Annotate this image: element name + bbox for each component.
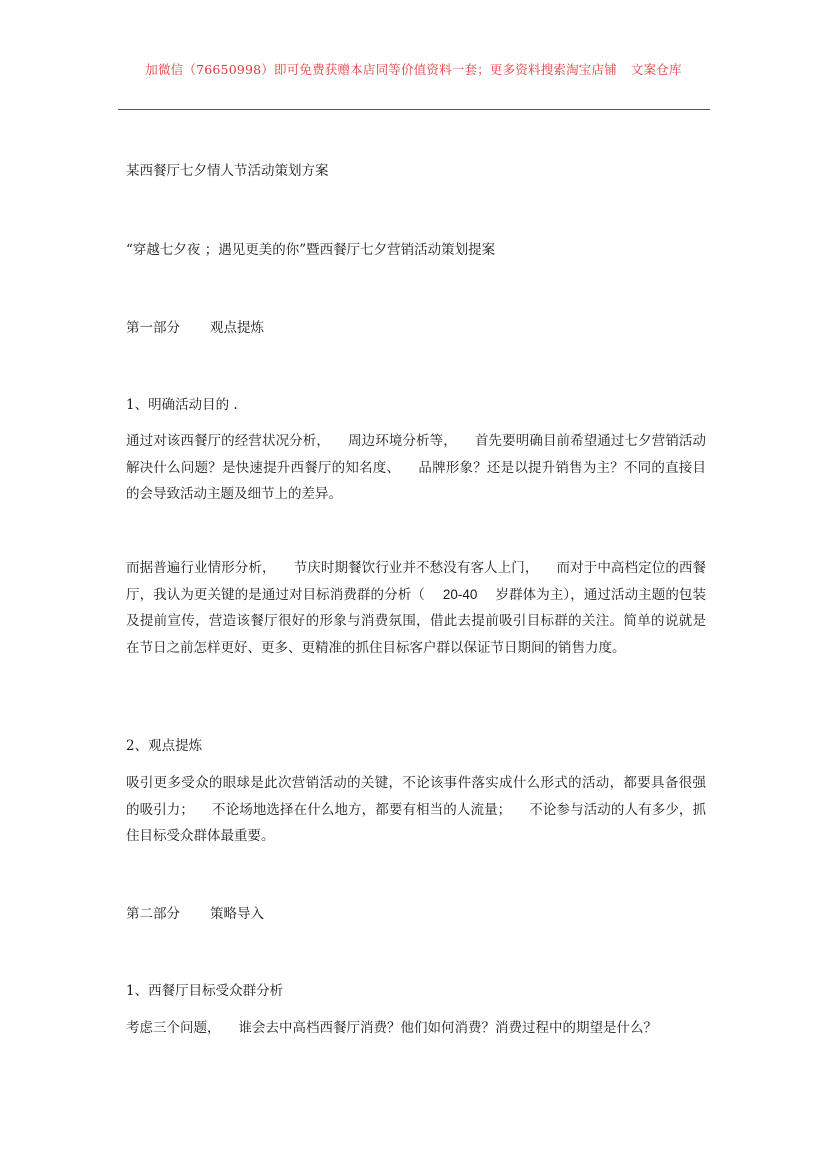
part2-label: 第二部分 bbox=[126, 906, 180, 922]
document-subtitle: “穿越七夕夜 ；遇见更美的你”暨西餐厅七夕营销活动策划提案 bbox=[126, 242, 496, 258]
para2-b: 节庆时期餐饮行业并不愁没有客人上门， bbox=[293, 560, 539, 576]
para1-d: 品牌形象？还是以提升销售为主？不同的直接目的会导致活动主题及细节上的差异。 bbox=[126, 459, 707, 502]
part2-name: 策略导入 bbox=[210, 906, 264, 922]
para1-b: 周边环境分析等， bbox=[347, 433, 457, 449]
header-divider bbox=[118, 109, 710, 110]
paragraph-1 bbox=[126, 428, 706, 508]
para4-a: 考虑三个问题， bbox=[126, 1020, 221, 1036]
promo-text: 加微信（76650998）即可免费获赠本店同等价值资料一套；更多资料搜索淘宝店铺 bbox=[145, 62, 617, 77]
para2-a: 而据普遍行业情形分析， bbox=[126, 560, 276, 576]
promo-header bbox=[0, 60, 827, 78]
paragraph-2 bbox=[126, 555, 706, 661]
para3-b: 不论场地选择在什么地方，都要有相当的人流量； bbox=[211, 801, 512, 818]
subheading-1-2: 2、观点提炼 bbox=[126, 738, 203, 754]
document-title: 某西餐厅七夕情人节活动策划方案 bbox=[126, 163, 329, 179]
paragraph-4 bbox=[126, 1016, 706, 1040]
section-heading-part2 bbox=[126, 902, 706, 926]
section-heading-part1 bbox=[126, 316, 706, 340]
para2-d: 20-40 bbox=[442, 586, 478, 602]
part1-label: 第一部分 bbox=[126, 320, 180, 336]
para1-c: 首先要明确目前希望通过七夕营销活动解决什么问题？是快速提升西餐厅的知名度、 bbox=[126, 433, 707, 476]
para3-a: 吸引更多受众的眼球是此次营销活动的关键，不论该事件落实成什么形式的活动，都要具备很强的吸引力； bbox=[126, 775, 706, 818]
paragraph-3 bbox=[126, 770, 706, 850]
subheading-1-1: 1、明确活动目的 . bbox=[126, 397, 238, 413]
para3-c: 不论参与活动的人有多少，抓住目标受众群体最重要。 bbox=[126, 801, 707, 844]
subheading-2-1: 1、西餐厅目标受众群分析 bbox=[126, 983, 284, 999]
para4-b: 谁会去中高档西餐厅消费？他们如何消费？消费过程中的期望是什么？ bbox=[238, 1020, 657, 1036]
para2-e: 岁群体为主），通过活动主题的包装及提前宣传，营造该餐厅很好的形象与消费氛围，借此去提前吸引目标群的关注。简单的说就是在节日之前怎样更好、更多、更精准的抓住目标客户群以保证节日期间的销售力度。 bbox=[126, 586, 707, 656]
part1-name: 观点提炼 bbox=[210, 320, 264, 336]
para2-c: 而对于中高档定位的西餐厅，我认为更关键的是通过对目标消费群的分析（ bbox=[126, 560, 707, 603]
shop-name: 文案仓库 bbox=[630, 62, 682, 77]
para1-a: 通过对该西餐厅的经营状况分析， bbox=[126, 433, 330, 449]
